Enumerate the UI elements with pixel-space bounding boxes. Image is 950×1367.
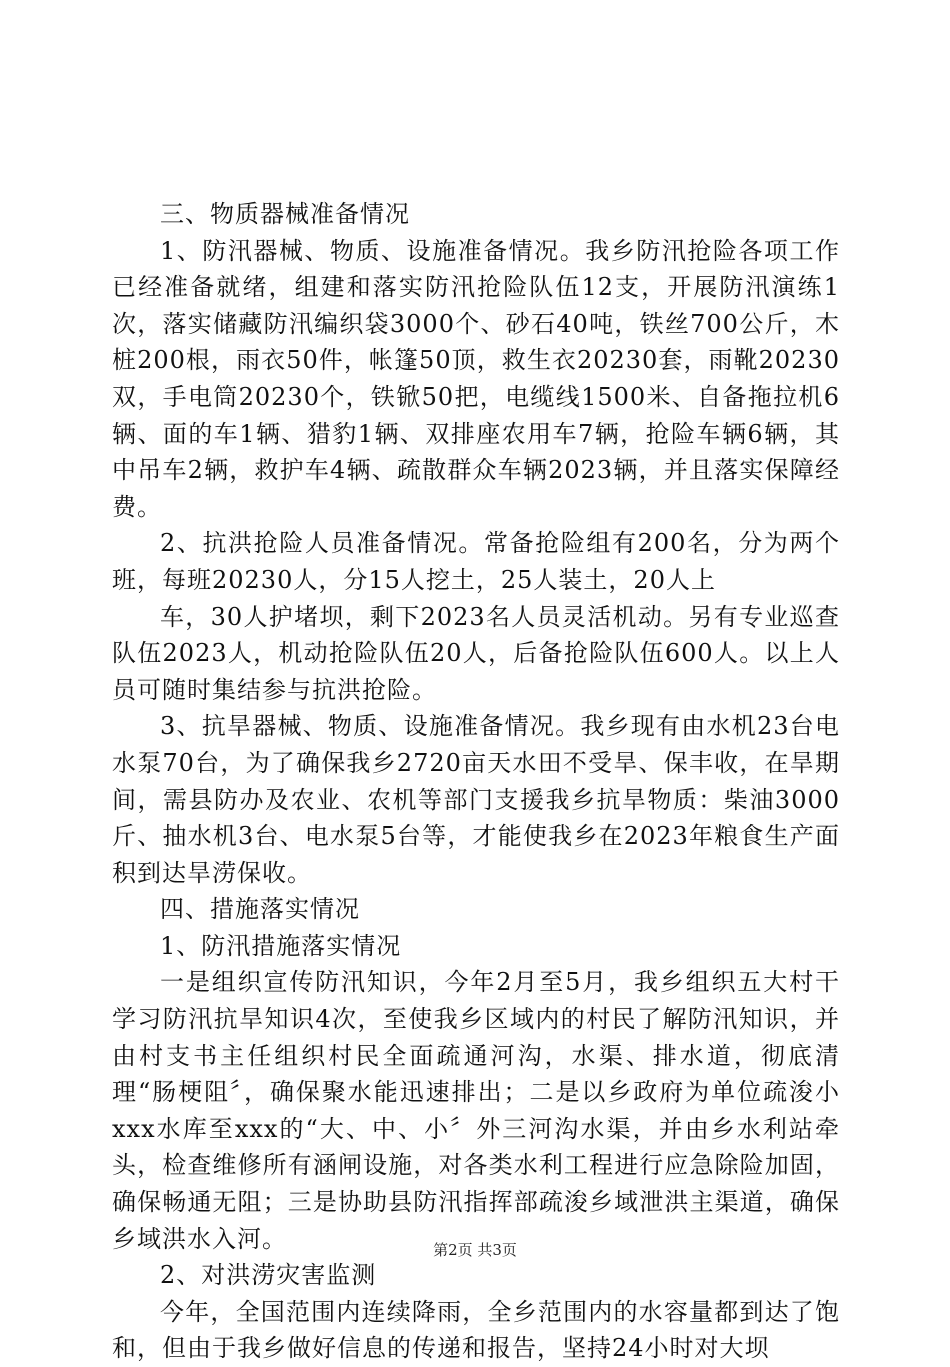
- paragraph-rescue-personnel-continued: 车，30人护堵坝，剩下2023名人员灵活机动。另有专业巡查队伍2023人，机动抢险队伍20人，后备抢险队伍600人。以上人员可随时集结参与抗洪抢险。: [112, 602, 840, 704]
- subheading-flood-measures: 1、防汛措施落实情况: [160, 931, 402, 960]
- paragraph-drought-equipment: 3、抗旱器械、物质、设施准备情况。我乡现有由水机23台电水泵70台，为了确保我乡2720亩天水田不受旱、保丰收，在旱期间，需县防办及农业、农机等部门支援我乡抗旱物质：柴油3000斤、抽水机3台、电水泵5台等，才能使我乡在2023年粮食生产面积到达旱涝保收。: [112, 712, 840, 887]
- paragraph-flood-equipment: 1、防汛器械、物质、设施准备情况。我乡防汛抢险各项工作已经准备就绪，组建和落实防汛抢险队伍12支，开展防汛演练1次，落实储藏防汛编织袋3000个、砂石40吨，铁丝700公斤，木桩200根，雨衣50件，帐篷50顶，救生衣20230套，雨靴20230双，手电筒20230个，铁锨50把，电缆线1500米、自备拖拉机6辆、面的车1辆、猎豹1辆、双排座农用车7辆，抢险车辆6辆，其中吊车2辆，救护车4辆、疏散群众车辆2023辆，并且落实保障经费。: [112, 236, 840, 521]
- document-body: [112, 196, 840, 1367]
- paragraph-flood-measures: 一是组织宣传防汛知识，今年2月至5月，我乡组织五大村干学习防汛抗旱知识4次，至使我乡区域内的村民了解防汛知识，并由村支书主任组织村民全面疏通河沟，水渠、排水道，彻底清理“肠梗阻〞，确保聚水能迅速排出；二是以乡政府为单位疏浚小xxx水库至xxx的“大、中、小〞外三河沟水渠，并由乡水利站牵头，检查维修所有涵闸设施，对各类水利工程进行应急除险加固，确保畅通无阻；三是协助县防汛指挥部疏浚乡域泄洪主渠道，确保乡域洪水入河。: [112, 968, 840, 1253]
- page-number-label: 第2页 共3页: [433, 1241, 517, 1259]
- page-footer: [0, 1240, 950, 1260]
- section-heading-measures: 四、措施落实情况: [160, 895, 360, 924]
- paragraph-rescue-personnel: 2、抗洪抢险人员准备情况。常备抢险组有200名，分为两个班，每班20230人，分15人挖土，25人装土，20人上: [112, 529, 840, 594]
- subheading-flood-monitoring: 2、对洪涝灾害监测: [160, 1261, 377, 1290]
- paragraph-flood-monitoring: 今年，全国范围内连续降雨，全乡范围内的水容量都到达了饱和，但由于我乡做好信息的传递和报告，坚持24小时对大坝: [112, 1297, 840, 1363]
- section-heading-materials: 三、物质器械准备情况: [160, 200, 410, 228]
